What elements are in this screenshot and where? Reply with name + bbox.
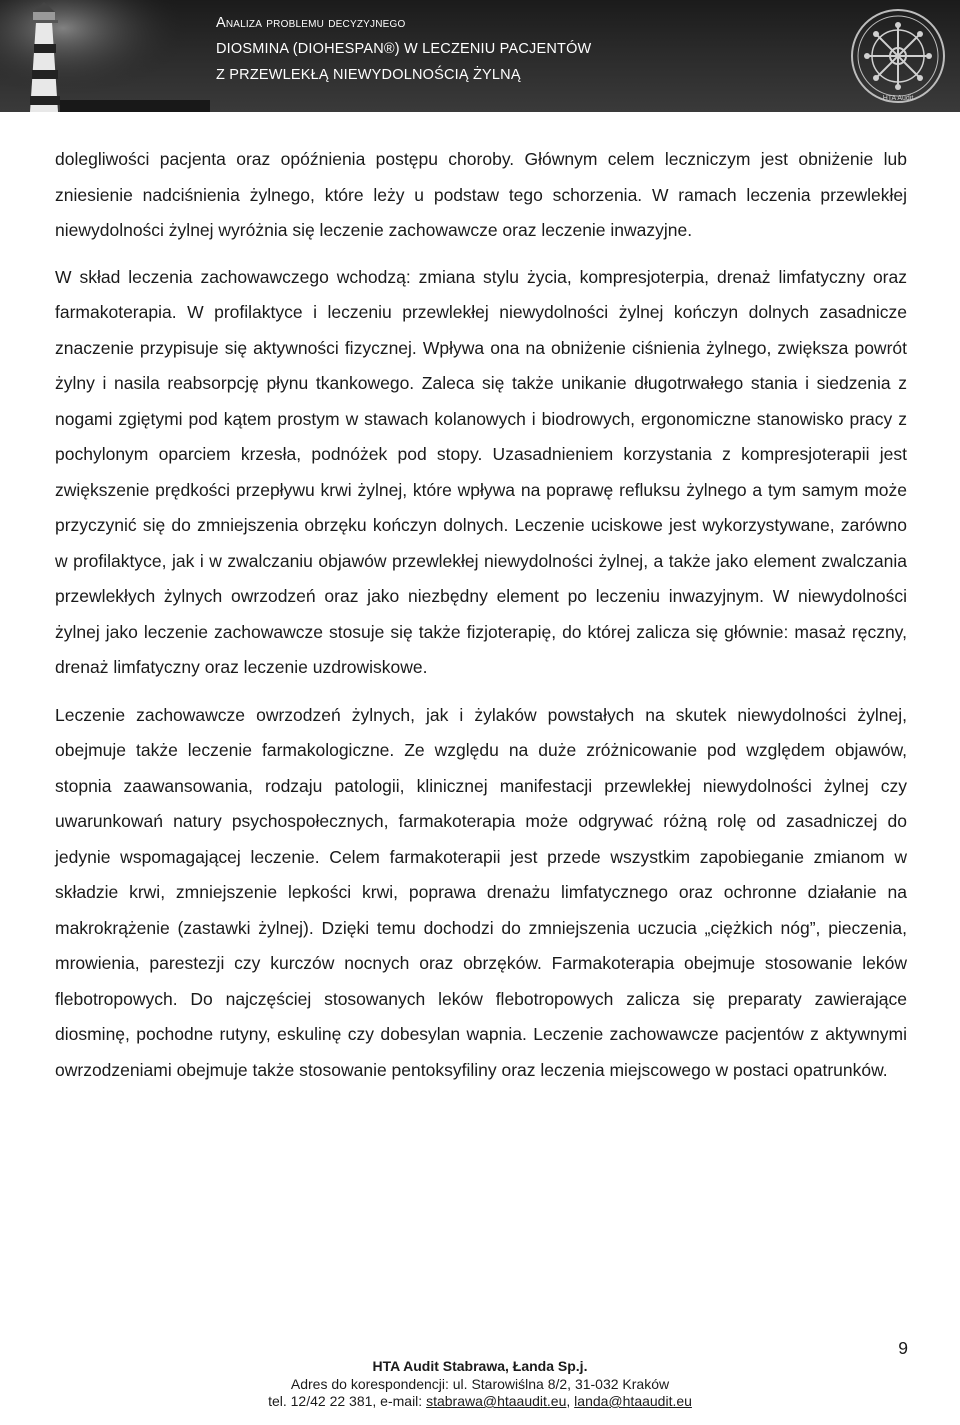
- seal-text: HTA Audit: [882, 95, 914, 102]
- header-document-type: Analiza problemu decyzyjnego: [216, 15, 406, 31]
- footer-email-landa-link[interactable]: landa@htaaudit.eu: [574, 1393, 692, 1409]
- lighthouse-icon: [0, 0, 210, 112]
- page-footer: [0, 1358, 960, 1411]
- footer-address: Adres do korespondencji: ul. Starowiślna 8/2, 31-032 Kraków: [290, 1375, 670, 1392]
- header-title-line-1: DIOSMINA (DIOHESPAN®) W LECZENIU PACJENTÓW: [216, 41, 592, 57]
- document-body: [55, 142, 907, 1088]
- paragraph-1: dolegliwości pacjenta oraz opóźnienia postępu choroby. Głównym celem leczniczym jest obniżenie lub zniesienie nadciśnienia żylnego, które leży u podstaw tego schorzenia. W ramach leczenia przewlekłej niewydolności żylnej wyróżnia się leczenie zachowawcze oraz leczenie inwazyjne.: [55, 149, 907, 240]
- header-title-line-2: Z PRZEWLEKŁĄ NIEWYDOLNOŚCIĄ ŻYLNĄ: [216, 67, 521, 83]
- footer-phone: tel. 12/42 22 381, e-mail:: [268, 1393, 423, 1409]
- footer-contact: [0, 1393, 960, 1411]
- page-number: 9: [898, 1338, 908, 1358]
- footer-email-stabrawa-link[interactable]: stabrawa@htaaudit.eu: [426, 1393, 567, 1409]
- footer-company: HTA Audit Stabrawa, Łanda Sp.j.: [372, 1358, 588, 1374]
- paragraph-2: W skład leczenia zachowawczego wchodzą: zmiana stylu życia, kompresjoterpia, drenaż limfatyczny oraz farmakoterapia. W profilaktyce i leczeniu przewlekłej niewydolności żylnej kończyn dolnych zasadnicze znaczenie przypisuje się aktywności fizycznej. Wpływa ona na obniżenie ciśnienia żylnego, zwiększa powrót żylny i nasila reabsorpcję płynu tkankowego. Zaleca się także unikanie długotrwałego stania i siedzenia z nogami zgiętymi pod kątem prostym w stawach kolanowych i biodrowych, ergonomiczne stanowisko pracy z pochylonym oparciem krzesła, podnóżek pod stopy. Uzasadnieniem korzystania z kompresjoterapii jest zwiększenie prędkości przepływu krwi żylnej, które wpływa na poprawę refluksu żylnego a tym samym może przyczynić się do zmniejszenia obrzęku kończyn dolnych. Leczenie uciskowe jest wykorzystywane, zarówno w profilaktyce, jak i w zwalczaniu objawów przewlekłej niewydolności żylnej, a także jako element zwalczania przewlekłych żylnych owrzodzeń oraz jako niezbędny element po leczeniu inwazyjnym. W niewydolności żylnej jako leczenie zachowawcze stosuje się także fizjoterapię, do której zalicza się głównie: masaż ręczny, drenaż limfatyczny oraz leczenie uzdrowiskowe.: [55, 266, 907, 677]
- page-header: [0, 0, 960, 112]
- paragraph-3: Leczenie zachowawcze owrzodzeń żylnych, jak i żylaków powstałych na skutek niewydolności żylnej, obejmuje także leczenie farmakologiczne. Ze względu na duże zróżnicowanie pod względem objawów, stopnia zaawansowania, rodzaju patologii, klinicznej manifestacji przewlekłej niewydolności żylnej czy uwarunkowań natury psychospołecznych, farmakoterapia może odgrywać różną rolę od zasadniczej do jedynie wspomagającej leczenie. Celem farmakoterapii jest przede wszystkim zapobieganie zmianom w składzie krwi, zmniejszenie lepkości krwi, poprawa drenażu limfatycznego oraz ochronne działanie na makrokrążenie (zastawki żylnej). Dzięki temu dochodzi do zmniejszenia uczucia „ciężkich nóg”, pieczenia, mrowienia, parestezji czy kurczów nocnych oraz obrzęków. Farmakoterapia obejmuje stosowanie leków flebotropowych. Do najczęściej stosowanych leków flebotropowych zalicza się preparaty zawierające diosminę, pochodne rutyny, eskulinę czy dobesylan wapnia. Leczenie zachowawcze pacjentów z aktywnymi owrzodzeniami obejmuje także stosowanie pentoksyfiliny oraz leczenia miejscowego w postaci opatrunków.: [55, 704, 907, 1080]
- footer-separator: ,: [566, 1393, 571, 1409]
- hta-audit-seal-icon: [850, 8, 946, 104]
